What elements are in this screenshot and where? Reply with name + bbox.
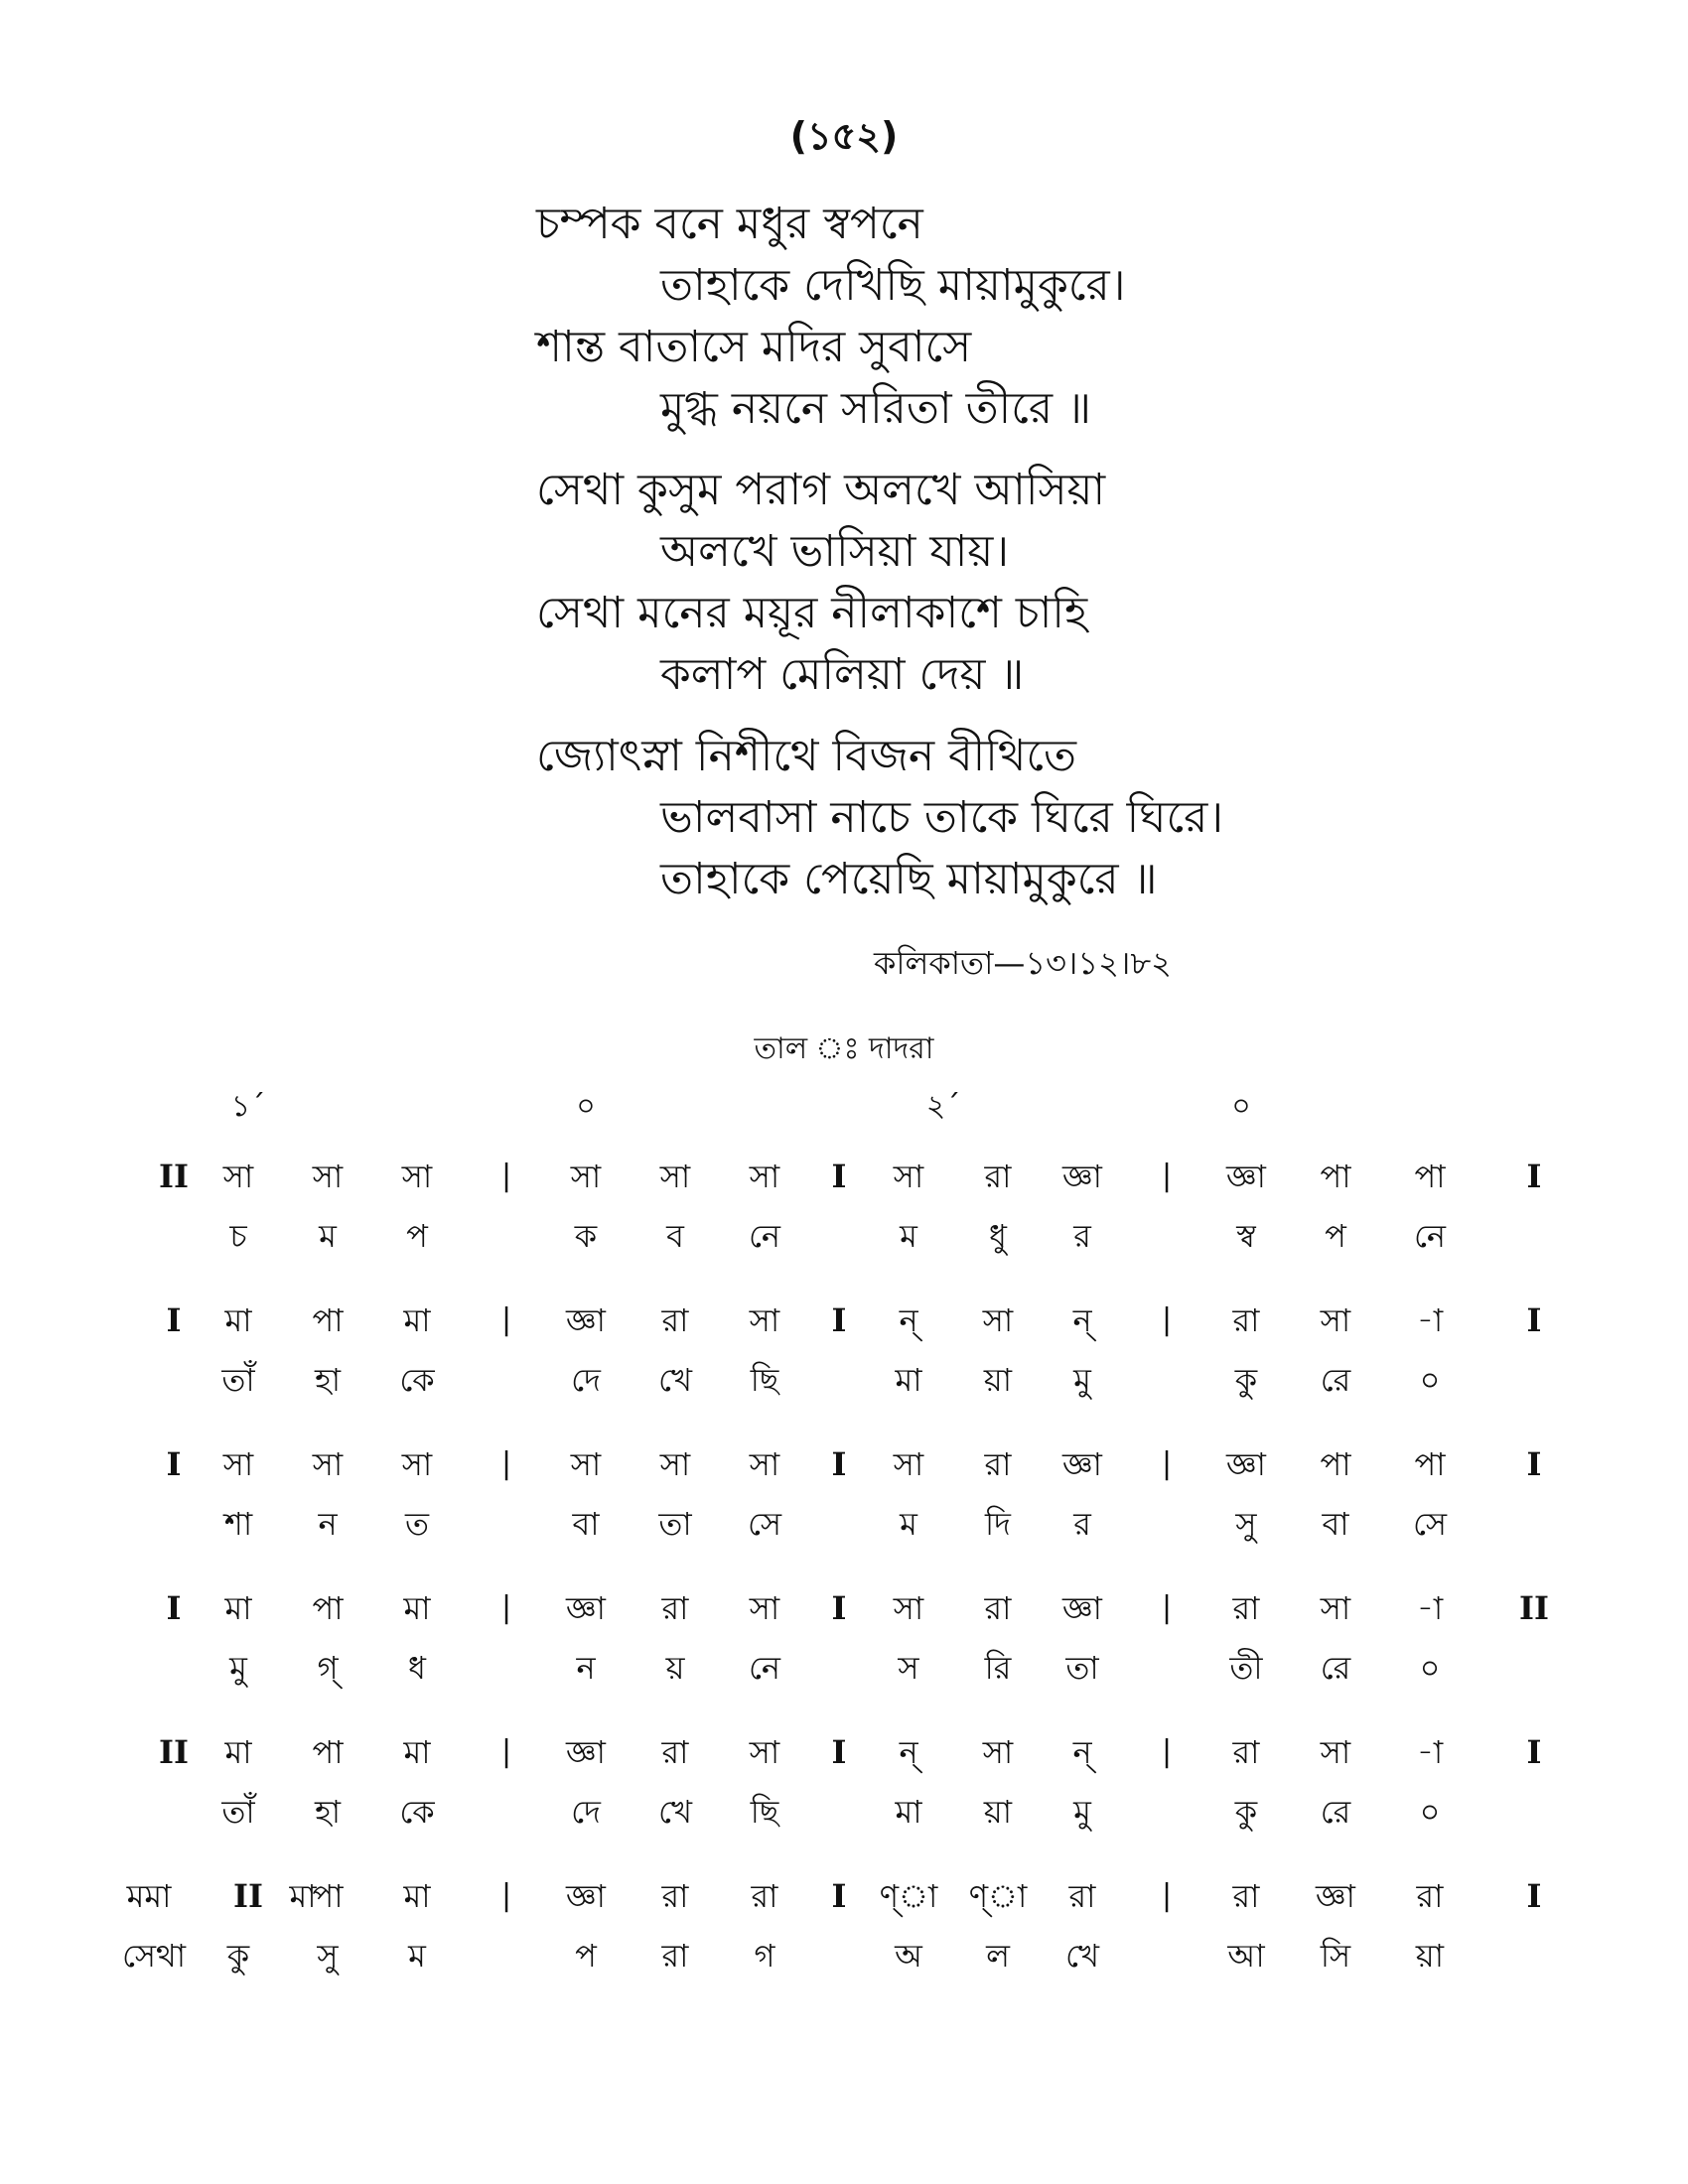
swara-note: রা xyxy=(661,1589,689,1627)
lyric-syllable: ছি xyxy=(750,1793,779,1831)
lyric-syllable: ম xyxy=(408,1937,426,1975)
swara-note: সা xyxy=(1320,1733,1351,1771)
lyric-syllable: প xyxy=(406,1217,428,1255)
bar-line: I xyxy=(1526,1733,1542,1771)
swara-note: মা xyxy=(403,1877,431,1915)
swara-note: মা xyxy=(224,1733,252,1771)
lyric-syllable: কু xyxy=(226,1937,250,1975)
lyric-syllable: ম xyxy=(319,1217,337,1255)
bar-line: | xyxy=(1161,1302,1173,1337)
swara-note: -া xyxy=(1416,1733,1444,1771)
lyric-syllable: চ xyxy=(229,1217,247,1255)
lyric-syllable: র xyxy=(1073,1505,1091,1543)
swara-note: রা xyxy=(984,1589,1012,1627)
bar-line: I xyxy=(166,1589,182,1627)
lyric-syllable: গ xyxy=(754,1937,775,1975)
lyric-syllable: খে xyxy=(1065,1937,1099,1975)
lyric-line: চম্পক বনে মধুর স্বপনে xyxy=(536,199,923,249)
place-date: কলিকাতা—১৩।১২।৮২ xyxy=(874,944,1172,982)
swara-note: পা xyxy=(1320,1158,1351,1195)
lyric-syllable: ব xyxy=(666,1217,684,1255)
swara-note: জ্ঞা xyxy=(566,1733,606,1771)
lyric-syllable: নে xyxy=(1413,1217,1447,1255)
swara-note: সা xyxy=(982,1301,1014,1339)
swara-note: সা xyxy=(659,1158,691,1195)
lyric-syllable: ধু xyxy=(989,1217,1007,1255)
bar-line: | xyxy=(500,1302,512,1337)
swara-note: রা xyxy=(1416,1877,1444,1915)
swara-note: সা xyxy=(893,1158,924,1195)
swara-note: পা xyxy=(1414,1445,1446,1483)
lyric-syllable: হা xyxy=(314,1793,342,1831)
lyric-syllable: য়া xyxy=(983,1793,1013,1831)
lyric-syllable: রে xyxy=(1320,1649,1351,1687)
lyric-line: তাহাকে পেয়েছি মায়ামুকুরে ॥ xyxy=(660,854,1158,904)
swara-note: রা xyxy=(984,1158,1012,1195)
bar-line: I xyxy=(831,1733,847,1771)
lyric-syllable: কে xyxy=(399,1793,435,1831)
lyric-line: অলখে ভাসিয়া যায়। xyxy=(660,526,1010,577)
bar-line: | xyxy=(1161,1590,1173,1625)
lyric-syllable: কে xyxy=(399,1361,435,1399)
lyric-line: জ্যোৎস্না নিশীথে বিজন বীথিতে xyxy=(536,731,1077,781)
bar-line: II xyxy=(1519,1589,1549,1627)
swara-note: সা xyxy=(749,1301,780,1339)
swara-note: মা xyxy=(289,1877,317,1915)
lyric-syllable: তা xyxy=(658,1505,692,1543)
lyric-syllable: সে xyxy=(747,1505,782,1543)
lyric-line: সেথা মনের ময়ূর নীলাকাশে চাহি xyxy=(536,588,1088,638)
lyric-syllable: তাঁ xyxy=(221,1361,255,1399)
lyric-syllable: কু xyxy=(1234,1361,1258,1399)
lyric-syllable: ম xyxy=(900,1505,917,1543)
bar-line: I xyxy=(831,1158,847,1195)
lyric-syllable: ০ xyxy=(1419,1793,1441,1831)
swara-note: পা xyxy=(312,1733,344,1771)
swara-note: রা xyxy=(1232,1877,1260,1915)
lyric-syllable: দে xyxy=(571,1793,601,1831)
lyric-syllable: তাঁ xyxy=(221,1793,255,1831)
lyric-syllable: দে xyxy=(571,1361,601,1399)
lyric-syllable: বা xyxy=(572,1505,600,1543)
swara-note: সা xyxy=(749,1589,780,1627)
lyric-syllable: সু xyxy=(1235,1505,1257,1543)
swara-note: মা xyxy=(224,1589,252,1627)
swara-note: জ্ঞা xyxy=(1062,1158,1102,1195)
bar-line: I xyxy=(1526,1877,1542,1915)
beat-mark: ২´ xyxy=(925,1089,961,1124)
lyric-syllable: ন xyxy=(576,1649,596,1687)
swara-note: ন্ xyxy=(1072,1733,1092,1771)
lyric-syllable: ছি xyxy=(750,1361,779,1399)
taal-label: তাল ঃ দাদরা xyxy=(754,1031,934,1066)
swara-note: সা xyxy=(222,1445,254,1483)
swara-note: রা xyxy=(1232,1301,1260,1339)
bar-line: I xyxy=(1526,1158,1542,1195)
bar-line: I xyxy=(831,1589,847,1627)
lyric-line: কলাপ মেলিয়া দেয় ॥ xyxy=(660,649,1025,700)
swara-note: রা xyxy=(661,1877,689,1915)
swara-note: মা xyxy=(403,1589,431,1627)
bar-line: | xyxy=(1161,1878,1173,1913)
lyric-syllable: শা xyxy=(223,1505,253,1543)
lyric-syllable: য়া xyxy=(1415,1937,1445,1975)
lyric-syllable: সি xyxy=(1320,1937,1351,1975)
lyric-syllable: গ্ xyxy=(317,1649,339,1687)
lyric-syllable: মু xyxy=(1073,1793,1091,1831)
lyric-syllable: য় xyxy=(665,1649,685,1687)
lyric-syllable: সু xyxy=(317,1937,339,1975)
swara-note: ণ্া xyxy=(879,1877,938,1915)
lyric-syllable: মু xyxy=(229,1649,247,1687)
swara-note: রা xyxy=(661,1733,689,1771)
swara-note: সা xyxy=(749,1733,780,1771)
lyric-syllable: ত xyxy=(404,1505,429,1543)
lyric-syllable: তী xyxy=(1229,1649,1263,1687)
beat-mark: ০ xyxy=(576,1089,596,1124)
lyric-syllable: নে xyxy=(748,1217,781,1255)
swara-note: সা xyxy=(312,1158,344,1195)
lyric-syllable: স xyxy=(898,1649,919,1687)
swara-note: সা xyxy=(1320,1589,1351,1627)
swara-note: মা xyxy=(403,1301,431,1339)
swara-note: ণ্া xyxy=(968,1877,1028,1915)
lyric-syllable: রি xyxy=(984,1649,1012,1687)
bar-line: | xyxy=(1161,1446,1173,1481)
swara-note: রা xyxy=(984,1445,1012,1483)
lyric-syllable: প xyxy=(1325,1217,1346,1255)
lyric-syllable: ধ xyxy=(408,1649,426,1687)
bar-line: I xyxy=(831,1877,847,1915)
swara-note: রা xyxy=(1068,1877,1096,1915)
lyric-line: তাহাকে দেখিছি মায়ামুকুরে। xyxy=(660,260,1126,311)
bar-line: | xyxy=(500,1446,512,1481)
lyric-syllable: প xyxy=(575,1937,597,1975)
swara-note: সা xyxy=(1320,1301,1351,1339)
swara-note: জ্ঞা xyxy=(1226,1158,1266,1195)
swara-note: সা xyxy=(401,1158,433,1195)
lyric-syllable: খে xyxy=(658,1361,692,1399)
swara-note: রা xyxy=(751,1877,778,1915)
lyric-syllable: বা xyxy=(1322,1505,1349,1543)
bar-line: I xyxy=(831,1445,847,1483)
bar-line: I xyxy=(831,1301,847,1339)
lyric-line: মুগ্ধ নয়নে সরিতা তীরে ॥ xyxy=(660,383,1091,434)
lyric-syllable: খে xyxy=(658,1793,692,1831)
lyric-line: শান্ত বাতাসে মদির সুবাসে xyxy=(536,322,972,372)
lyric-syllable: মু xyxy=(1073,1361,1091,1399)
swara-note: -া xyxy=(1416,1301,1444,1339)
swara-note: সা xyxy=(749,1158,780,1195)
swara-note: জ্ঞা xyxy=(1062,1445,1102,1483)
swara-note: সা xyxy=(749,1445,780,1483)
bar-line: II xyxy=(159,1158,189,1195)
swara-note: পা xyxy=(312,1877,344,1915)
lyric-line: সেথা কুসুম পরাগ অলখে আসিয়া xyxy=(536,465,1106,515)
swara-note: সা xyxy=(570,1158,602,1195)
bar-line: I xyxy=(166,1301,182,1339)
swara-note: ন্ xyxy=(1072,1301,1092,1339)
swara-note: সা xyxy=(659,1445,691,1483)
swara-note: রা xyxy=(1232,1589,1260,1627)
lyric-syllable: রে xyxy=(1320,1361,1351,1399)
bar-line: I xyxy=(1526,1445,1542,1483)
swara-note: সা xyxy=(893,1589,924,1627)
bar-line: | xyxy=(1161,1734,1173,1769)
pickup-lyric: সেথা xyxy=(121,1937,187,1975)
swara-note: জ্ঞা xyxy=(566,1589,606,1627)
swara-note: মা xyxy=(403,1733,431,1771)
lyric-syllable: রে xyxy=(1320,1793,1351,1831)
swara-note: পা xyxy=(1414,1158,1446,1195)
bar-line: | xyxy=(500,1878,512,1913)
swara-note: মা xyxy=(224,1301,252,1339)
swara-note: জ্ঞা xyxy=(566,1301,606,1339)
bar-line: | xyxy=(500,1159,512,1193)
lyric-syllable: ল xyxy=(986,1937,1010,1975)
swara-note: পা xyxy=(1320,1445,1351,1483)
lyric-syllable: র xyxy=(1073,1217,1091,1255)
swara-note: ন্ xyxy=(899,1733,918,1771)
swara-note: জ্ঞা xyxy=(1062,1589,1102,1627)
page-number: (১৫২) xyxy=(789,114,899,158)
lyric-syllable: অ xyxy=(895,1937,922,1975)
swara-note: সা xyxy=(401,1445,433,1483)
lyric-line: ভালবাসা নাচে তাকে ঘিরে ঘিরে। xyxy=(660,792,1224,843)
lyric-syllable: স্ব xyxy=(1236,1217,1256,1255)
swara-note: জ্ঞা xyxy=(1316,1877,1355,1915)
bar-line: | xyxy=(500,1734,512,1769)
bar-line: | xyxy=(1161,1159,1173,1193)
lyric-syllable: মা xyxy=(895,1361,922,1399)
bar-line: II xyxy=(233,1877,263,1915)
swara-note: জ্ঞা xyxy=(566,1877,606,1915)
lyric-syllable: রা xyxy=(661,1937,689,1975)
lyric-syllable: আ xyxy=(1227,1937,1265,1975)
bar-line: | xyxy=(500,1590,512,1625)
swara-note: সা xyxy=(312,1445,344,1483)
swara-note: সা xyxy=(570,1445,602,1483)
lyric-syllable: নে xyxy=(748,1649,781,1687)
lyric-syllable: ০ xyxy=(1419,1361,1441,1399)
bar-line: I xyxy=(166,1445,182,1483)
beat-mark: ০ xyxy=(1231,1089,1251,1124)
swara-note: সা xyxy=(982,1733,1014,1771)
lyric-syllable: সে xyxy=(1412,1505,1448,1543)
swara-note: ন্ xyxy=(899,1301,918,1339)
lyric-syllable: য়া xyxy=(983,1361,1013,1399)
swara-note: সা xyxy=(222,1158,254,1195)
swara-note: পা xyxy=(312,1589,344,1627)
lyric-syllable: ০ xyxy=(1419,1649,1441,1687)
swara-note: -া xyxy=(1416,1589,1444,1627)
beat-mark: ১´ xyxy=(230,1089,266,1124)
bar-line: I xyxy=(1526,1301,1542,1339)
swara-note: রা xyxy=(1232,1733,1260,1771)
lyric-syllable: দি xyxy=(985,1505,1011,1543)
lyric-syllable: ন xyxy=(318,1505,338,1543)
lyric-syllable: মা xyxy=(895,1793,922,1831)
swara-note: জ্ঞা xyxy=(1226,1445,1266,1483)
lyric-syllable: ম xyxy=(900,1217,917,1255)
swara-note: রা xyxy=(661,1301,689,1339)
pickup-notes: মমা xyxy=(126,1877,172,1915)
swara-note: পা xyxy=(312,1301,344,1339)
lyric-syllable: কু xyxy=(1234,1793,1258,1831)
bar-line: II xyxy=(159,1733,189,1771)
lyric-syllable: তা xyxy=(1065,1649,1099,1687)
lyric-syllable: ক xyxy=(574,1217,598,1255)
lyric-syllable: হা xyxy=(314,1361,342,1399)
swara-note: সা xyxy=(893,1445,924,1483)
